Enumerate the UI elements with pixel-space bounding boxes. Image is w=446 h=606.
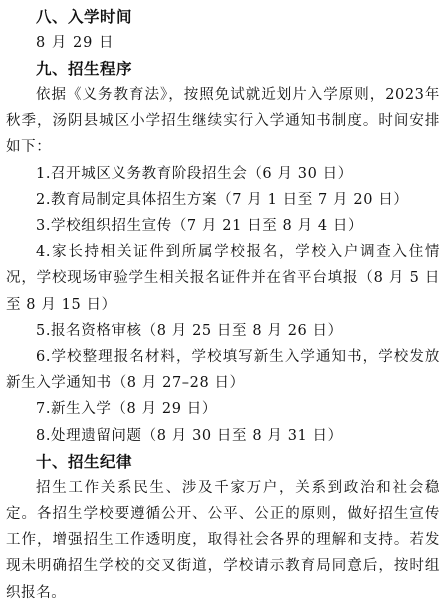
step-item: 1.召开城区义务教育阶段招生会（6 月 30 日） [36, 165, 353, 182]
step-item: 4.家长持相关证件到所属学校报名，学校入户调查入住情况，学校现场审验学生相关报名证件并在省平台填报（8 月 5 日至 8 月 15 日） [6, 244, 440, 313]
step-item: 8.处理遗留问题（8 月 30 日至 8 月 31 日） [36, 427, 343, 444]
section-8-heading: 八、入学时间 [36, 8, 133, 26]
section-10-paragraph: 招生工作关系民生、涉及千家万户，关系到政治和社会稳定。各招生学校要遵循公开、公平、公正的原则，做好招生宣传工作，增强招生工作透明度，取得社会各界的理解和支持。若发现未明确招生学校的交叉街道，学校请示教育局同意后，按时组织报名。 [6, 479, 440, 601]
step-item: 6.学校整理报名材料，学校填写新生入学通知书，学校发放新生入学通知书（8 月 27–28 日） [6, 349, 440, 392]
step-item: 2.教育局制定具体招生方案（7 月 1 日至 7 月 20 日） [36, 191, 409, 208]
step-item: 5.报名资格审核（8 月 25 日至 8 月 26 日） [36, 322, 343, 339]
section-9-heading: 九、招生程序 [36, 60, 133, 78]
step-item: 3.学校组织招生宣传（7 月 21 日至 8 月 4 日） [36, 218, 364, 235]
step-item: 7.新生入学（8 月 29 日） [36, 401, 217, 418]
enrollment-date: 8 月 29 日 [36, 35, 115, 51]
section-10-heading: 十、招生纪律 [36, 452, 133, 471]
section-9-intro: 依据《义务教育法》，按照免试就近划片入学原则，2023年秋季，汤阴县城区小学招生继续实行入学通知书制度。时间安排如下： [6, 87, 440, 156]
